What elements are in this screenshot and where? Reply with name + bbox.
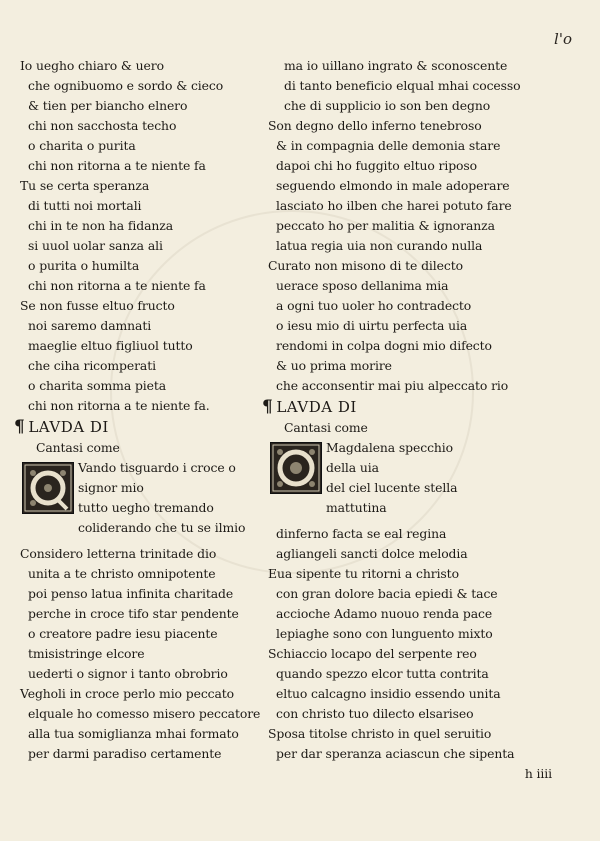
- verse-line: che ciha ricomperati: [28, 358, 156, 373]
- verse-line: eltuo calcagno insidio essendo unita: [276, 686, 501, 701]
- right-initial-block: [262, 438, 562, 524]
- verse-line: & in compagnia delle demonia stare: [276, 138, 501, 153]
- left-subheading: Cantasi come: [36, 440, 120, 455]
- verse-line: alla tua somiglianza mhai formato: [28, 726, 239, 741]
- left-initial-block: [14, 458, 264, 544]
- verse-line: o purita o humilta: [28, 258, 140, 273]
- verse-line: chi non ritorna a te niente fa: [28, 158, 206, 173]
- left-heading-text: LAVDA DI: [28, 418, 109, 436]
- right-column: [262, 56, 562, 784]
- left-section-heading: [14, 416, 264, 438]
- verse-line: che ognibuomo e sordo & cieco: [28, 78, 224, 93]
- verse-line: dinferno facta se eal regina: [276, 526, 447, 541]
- verse-line: seguendo elmondo in male adoperare: [276, 178, 510, 193]
- verse-line: o creatore padre iesu piacente: [28, 626, 218, 641]
- verse-line: del ciel lucente stella: [326, 480, 458, 495]
- verse-line: Sposa titolse christo in quel seruitio: [268, 726, 492, 741]
- verse-line: agliangeli sancti dolce melodia: [276, 546, 468, 561]
- verse-line: della uia: [326, 460, 379, 475]
- verse-line: Io uegho chiaro & uero: [20, 58, 164, 73]
- verse-line: & uo prima morire: [276, 358, 392, 373]
- verse-line: dapoi chi ho fuggito eltuo riposo: [276, 158, 478, 173]
- verse-line: Schiaccio locapo del serpente reo: [268, 646, 477, 661]
- right-subheading: Cantasi come: [284, 420, 368, 435]
- verse-line: mattutina: [326, 500, 387, 515]
- verse-line: Curato non misono di te dilecto: [268, 258, 463, 273]
- verse-line: per darmi paradiso certamente: [28, 746, 222, 761]
- verse-line: elquale ho comesso misero peccatore: [28, 706, 261, 721]
- verse-line: con christo tuo dilecto elsariseo: [276, 706, 474, 721]
- verse-line: chi non ritorna a te niente fa: [28, 278, 206, 293]
- verse-line: maeglie eltuo figliuol tutto: [28, 338, 193, 353]
- right-heading-text: LAVDA DI: [276, 398, 357, 416]
- verse-line: con gran dolore bacia epiedi & tace: [276, 586, 498, 601]
- verse-line: tmisistringe elcore: [28, 646, 145, 661]
- verse-line: Magdalena specchio: [326, 440, 454, 455]
- verse-line: chi non sacchosta techo: [28, 118, 177, 133]
- verse-line: chi non ritorna a te niente fa.: [28, 398, 210, 413]
- verse-line: & tien per biancho elnero: [28, 98, 188, 113]
- verse-line: peccato ho per malitia & ignoranza: [276, 218, 495, 233]
- floral-initial-q-icon: [22, 462, 74, 514]
- verse-line: rendomi in colpa dogni mio difecto: [276, 338, 492, 353]
- verse-line: Eua sipente tu ritorni a christo: [268, 566, 459, 581]
- verse-line: uederti o signor i tanto obrobrio: [28, 666, 228, 681]
- verse-line: per dar speranza aciascun che sipenta: [276, 746, 515, 761]
- right-section-heading: [262, 396, 562, 418]
- verse-line: che di supplicio io son ben degno: [284, 98, 491, 113]
- verse-line: di tutti noi mortali: [28, 198, 142, 213]
- verse-line: Vando tisguardo i croce o: [78, 460, 236, 475]
- folio-number: l'o: [554, 30, 572, 48]
- signature-mark: h iiii: [524, 766, 552, 781]
- verse-line: coliderando che tu se ilmio: [78, 520, 246, 535]
- verse-line: Se non fusse eltuo fructo: [20, 298, 175, 313]
- verse-line: o iesu mio di uirtu perfecta uia: [276, 318, 468, 333]
- left-verse-block-2: [14, 544, 264, 764]
- verse-line: unita a te christo omnipotente: [28, 566, 216, 581]
- verse-line: accioche Adamo nuouo renda pace: [276, 606, 493, 621]
- right-verse-block-2: [262, 524, 562, 764]
- pilcrow-icon: ¶: [262, 397, 274, 417]
- verse-line: perche in croce tifo star pendente: [28, 606, 239, 621]
- pilcrow-icon: ¶: [14, 417, 26, 437]
- verse-line: poi penso latua infinita charitade: [28, 586, 234, 601]
- verse-line: o charita somma pieta: [28, 378, 167, 393]
- left-verse-block-1: [14, 56, 264, 416]
- verse-line: noi saremo damnati: [28, 318, 152, 333]
- verse-line: o charita o purita: [28, 138, 136, 153]
- verse-line: tutto uegho tremando: [78, 500, 214, 515]
- right-verse-block-1: [262, 56, 562, 396]
- verse-line: latua regia uia non curando nulla: [276, 238, 483, 253]
- verse-line: uerace sposo dellanima mia: [276, 278, 449, 293]
- verse-line: quando spezzo elcor tutta contrita: [276, 666, 489, 681]
- left-column: [14, 56, 264, 764]
- verse-line: si uuol uolar sanza ali: [28, 238, 163, 253]
- verse-line: chi in te non ha fidanza: [28, 218, 173, 233]
- floral-initial-o-icon: [270, 442, 322, 494]
- verse-line: lepiaghe sono con lunguento mixto: [276, 626, 493, 641]
- verse-line: che acconsentir mai piu alpeccato rio: [276, 378, 509, 393]
- verse-line: di tanto beneficio elqual mhai cocesso: [284, 78, 521, 93]
- verse-line: a ogni tuo uoler ho contradecto: [276, 298, 472, 313]
- verse-line: Considero letterna trinitade dio: [20, 546, 217, 561]
- verse-line: signor mio: [78, 480, 144, 495]
- verse-line: ma io uillano ingrato & sconoscente: [284, 58, 508, 73]
- verse-line: Vegholi in croce perlo mio peccato: [20, 686, 235, 701]
- verse-line: lasciato ho ilben che harei potuto fare: [276, 198, 512, 213]
- verse-line: Tu se certa speranza: [20, 178, 150, 193]
- verse-line: Son degno dello inferno tenebroso: [268, 118, 482, 133]
